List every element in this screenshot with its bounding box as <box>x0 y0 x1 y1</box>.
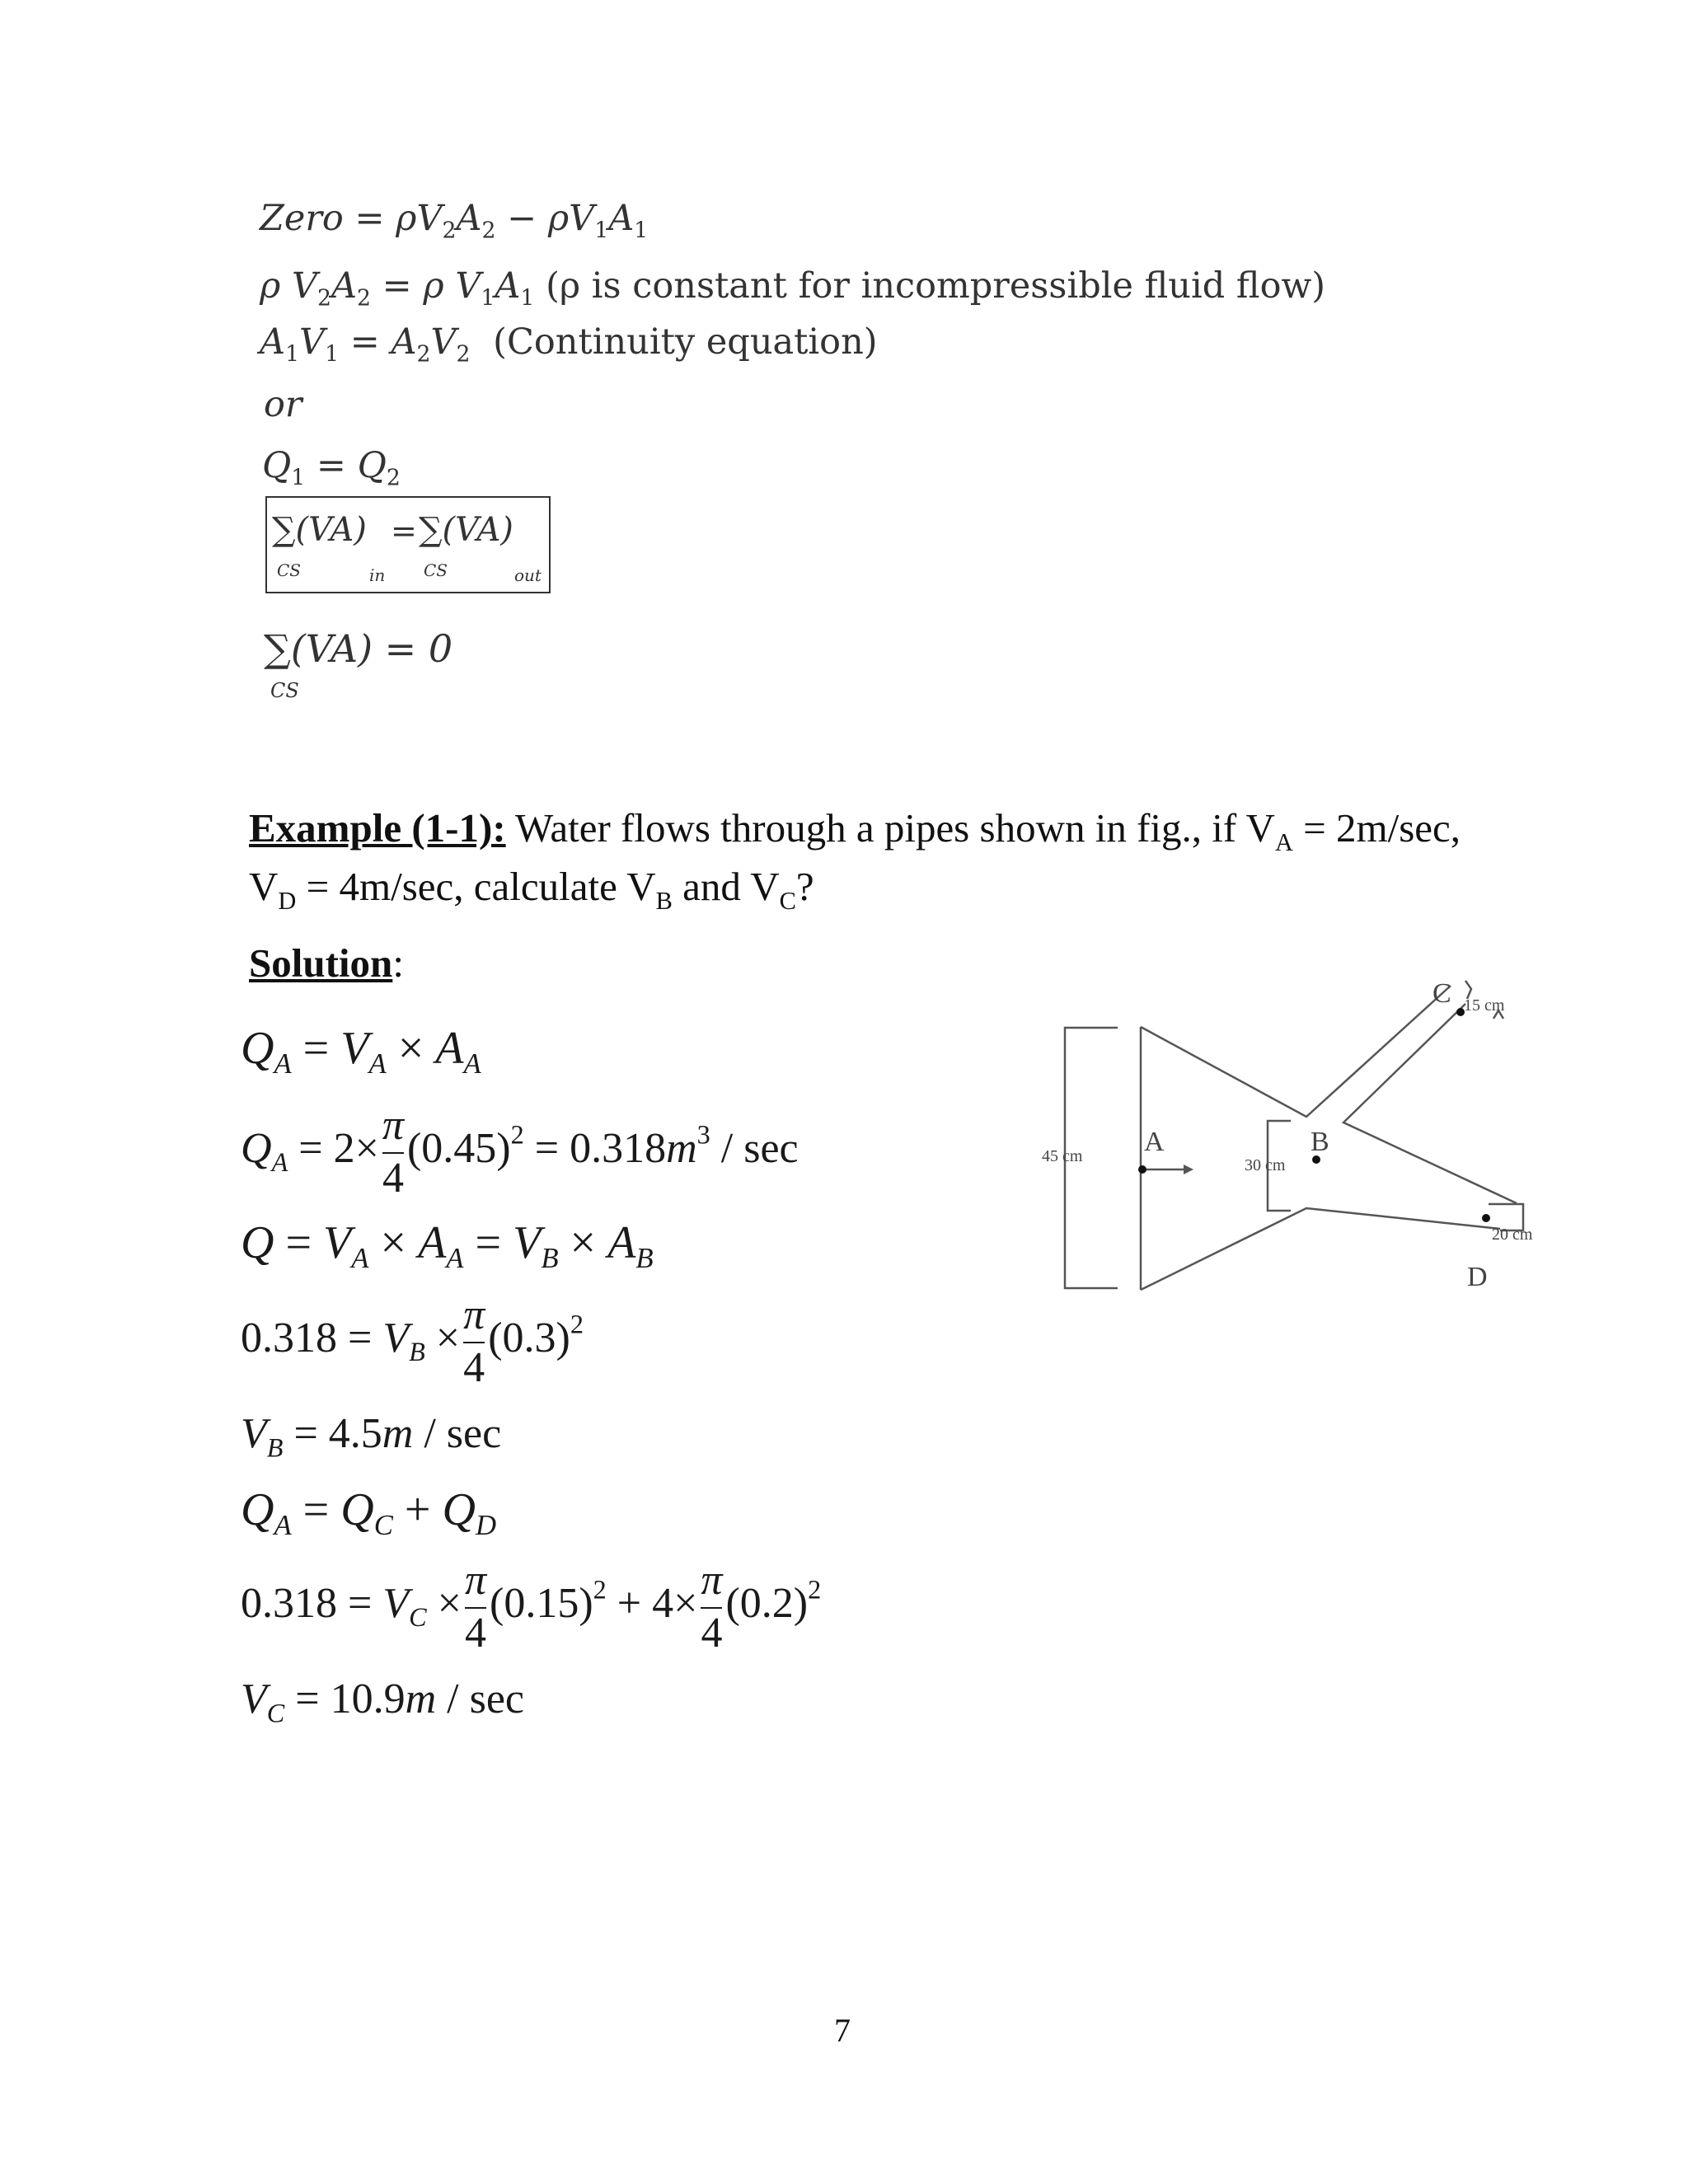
point-a-dot <box>1138 1165 1146 1174</box>
pi-over-4-fraction: $\frac{\pi}{4}$ <box>464 1557 486 1657</box>
equation-sum-zero: ∑(VA) = 0 <box>264 626 453 671</box>
pipe-middle-wall <box>1343 1004 1517 1203</box>
example-line-1: Example (1-1): Water flows through a pipes shown in fig., if $V_A = 2m/\sec$, <box>249 805 1461 856</box>
pi-over-4-fraction: $\frac{\pi}{4}$ <box>463 1291 485 1391</box>
equation-qa-def: $Q_A = V_A \times A_A$ <box>241 1023 481 1080</box>
dim-label-30: 30 cm <box>1245 1156 1286 1174</box>
boxed-sum-equation: ∑(VA) CS in = ∑(VA) CS out <box>265 496 551 593</box>
solution-heading: Solution: <box>249 940 404 986</box>
equation-zero: Zero = $\rho V_2A_2 - \rho V_1A_1$ <box>260 198 649 244</box>
label-b: B <box>1311 1127 1329 1157</box>
equation-rho-balance: ρ $V_2A_2 = \rho$ $V_1A_1$ (ρ is constant for incompressible fluid flow) <box>260 265 1326 312</box>
equation-vc-solve: $0.318 = V_C$ × $\frac{\pi}{4}$ $(0.15)^2 + 4\times$ $\frac{\pi}{4}$ $(0.2)^2$ <box>241 1557 822 1657</box>
equation-q1-q2: $Q_1 = Q_2$ <box>262 445 401 491</box>
dim-label-20: 20 cm <box>1492 1226 1533 1244</box>
equation-vb-solve: $0.318 = V_B$ × $\frac{\pi}{4}$ $(0.3)^2$ <box>241 1291 584 1391</box>
label-d: D <box>1467 1262 1488 1292</box>
equation-vb-result: $V_B = 4.5m / \sec$ <box>241 1410 502 1463</box>
pipe-lower-wall <box>1141 1208 1500 1290</box>
pipe-junction-figure <box>1014 964 1574 1319</box>
or-text: or <box>264 384 302 425</box>
sum-zero-cs: CS <box>270 679 299 702</box>
equation-q-continuity: $Q = V_A \times A_A = V_B \times A_B$ <box>241 1217 654 1275</box>
equation-vc-result: $V_C = 10.9m / \sec$ <box>241 1675 525 1728</box>
pi-over-4-fraction: $\frac{\pi}{4}$ <box>382 1102 404 1202</box>
example-line-2: $V_D = 4m/\sec$, calculate $V_B$ and $V_C$? <box>249 863 814 915</box>
dim-label-15: 15 cm <box>1464 996 1505 1015</box>
label-a: A <box>1144 1127 1165 1157</box>
page-number: 7 <box>834 2012 851 2049</box>
equation-continuity: $A_1V_1 = A_2V_2$ (Continuity equation) <box>260 321 878 368</box>
flow-arrowhead <box>1184 1165 1193 1174</box>
example-heading: Example (1-1): <box>249 805 506 851</box>
equation-q-split: $Q_A = Q_C + Q_D$ <box>241 1484 497 1542</box>
pipe-upper-wall <box>1141 986 1451 1117</box>
pi-over-4-fraction: $\frac{\pi}{4}$ <box>701 1557 723 1657</box>
label-c: C <box>1432 978 1451 1009</box>
point-d-dot <box>1482 1214 1490 1222</box>
equation-qa-value: $Q_A = 2\times$ $\frac{\pi}{4}$ $(0.45)^2 = 0.318m^3 / \sec$ <box>241 1102 799 1202</box>
dim-label-45: 45 cm <box>1042 1147 1083 1165</box>
example-statement <box>249 806 1485 923</box>
